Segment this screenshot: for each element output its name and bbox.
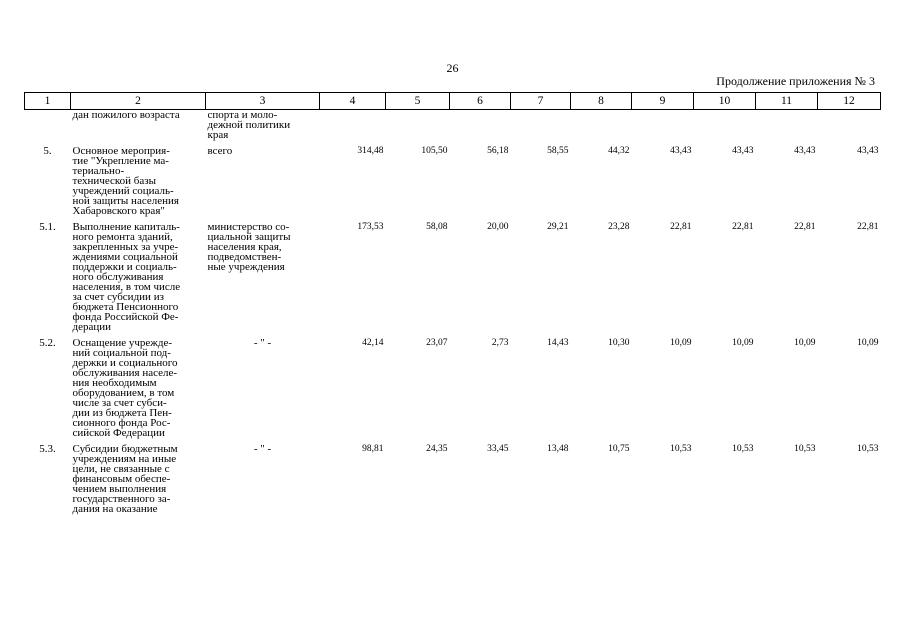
row-value-col-11: 10,09 [794, 338, 816, 348]
row-value-col-12: 22,81 [857, 222, 879, 232]
row-value-col-8: 23,28 [608, 222, 630, 232]
row-executor: министерство со- циальной защиты населения края, подведомствен- ные учреждения [207, 221, 291, 273]
budget-table [24, 92, 881, 520]
row-value-col-11 [756, 110, 818, 147]
row-value-col-10: 43,43 [732, 146, 754, 156]
row-value-col-9: 10,53 [670, 444, 692, 454]
row-executor: спорта и моло- дежной политики края [207, 109, 291, 141]
table-row [25, 222, 881, 338]
row-activity-name: Оснащение учрежде- ний социальной под- держки и социального обслуживания населе- ния необходимым оборудованием, в том числе за счет субси- дии из бюджета Пен- сионного фонда Рос- сийской Федерации [72, 337, 178, 439]
column-header-5: 5 [386, 93, 450, 110]
row-value-col-4: 314,48 [357, 146, 384, 156]
row-value-col-11: 43,43 [794, 146, 816, 156]
row-value-col-7: 29,21 [547, 222, 569, 232]
row-value-col-7: 13,48 [547, 444, 569, 454]
row-value-col-4: 98,81 [362, 444, 384, 454]
row-value-col-5: 24,35 [426, 444, 448, 454]
row-value-col-5: 58,08 [426, 222, 448, 232]
column-header-6: 6 [450, 93, 511, 110]
row-value-col-10 [694, 110, 756, 147]
row-value-col-6 [450, 110, 511, 147]
row-value-col-10: 22,81 [732, 222, 754, 232]
row-value-col-8: 44,32 [608, 146, 630, 156]
table-body [25, 110, 881, 521]
row-value-col-9: 10,09 [670, 338, 692, 348]
row-code [25, 110, 71, 147]
row-value-col-7: 14,43 [547, 338, 569, 348]
row-value-col-10: 10,09 [732, 338, 754, 348]
row-value-col-4: 42,14 [362, 338, 384, 348]
column-header-9: 9 [632, 93, 694, 110]
row-code: 5.1. [39, 221, 56, 233]
row-activity-name: Субсидии бюджетным учреждениям на иные цели, не связанные с финансовым обеспе- чением выполнения государственного за- дания на оказание [72, 443, 178, 515]
table-row [25, 146, 881, 222]
row-value-col-11: 10,53 [794, 444, 816, 454]
row-value-col-10: 10,53 [732, 444, 754, 454]
row-value-col-7: 58,55 [547, 146, 569, 156]
column-header-4: 4 [320, 93, 386, 110]
column-header-11: 11 [756, 93, 818, 110]
row-value-col-12: 10,09 [857, 338, 879, 348]
row-executor: - " - [253, 443, 272, 455]
row-value-col-8: 10,75 [608, 444, 630, 454]
column-header-7: 7 [511, 93, 571, 110]
row-value-col-12 [818, 110, 881, 147]
row-code: 5. [43, 145, 52, 157]
column-header-8: 8 [571, 93, 632, 110]
row-value-col-6: 56,18 [487, 146, 509, 156]
row-code: 5.3. [39, 443, 56, 455]
row-executor: - " - [253, 337, 272, 349]
row-value-col-12: 43,43 [857, 146, 879, 156]
row-value-col-8 [571, 110, 632, 147]
row-value-col-4 [320, 110, 386, 147]
row-value-col-6: 20,00 [487, 222, 509, 232]
row-activity-name: Выполнение капиталь- ного ремонта зданий, закрепленных за учре- ждениями социальной поддержки и социаль- ного обслуживания населения, в том числе за счет субсидии из бюджета Пенсионного фонда Российской Фе- дерации [72, 221, 181, 333]
column-header-10: 10 [694, 93, 756, 110]
row-value-col-9: 22,81 [670, 222, 692, 232]
column-header-12: 12 [818, 93, 881, 110]
row-value-col-9 [632, 110, 694, 147]
row-value-col-5: 23,07 [426, 338, 448, 348]
row-activity-name: Основное мероприя- тие "Укрепление ма- териально- технической базы учреждений социаль- ной защиты населения Хабаровского края" [72, 145, 179, 217]
appendix-continuation-label: Продолжение приложения № 3 [716, 74, 875, 88]
row-value-col-11: 22,81 [794, 222, 816, 232]
table-row [25, 444, 881, 520]
row-executor: всего [207, 145, 233, 157]
column-header-3: 3 [206, 93, 320, 110]
page-number: 26 [446, 61, 459, 75]
row-value-col-9: 43,43 [670, 146, 692, 156]
row-value-col-7 [511, 110, 571, 147]
table-row [25, 338, 881, 444]
row-value-col-5 [386, 110, 450, 147]
column-header-2: 2 [71, 93, 206, 110]
row-value-col-5: 105,50 [421, 146, 448, 156]
row-value-col-6: 33,45 [487, 444, 509, 454]
row-value-col-6: 2,73 [491, 338, 509, 348]
row-value-col-4: 173,53 [357, 222, 384, 232]
table-row [25, 110, 881, 147]
row-activity-name: дан пожилого возраста [72, 109, 180, 121]
row-value-col-8: 10,30 [608, 338, 630, 348]
row-code: 5.2. [39, 337, 56, 349]
column-header-1: 1 [25, 93, 71, 110]
row-value-col-12: 10,53 [857, 444, 879, 454]
column-number-header-row [25, 93, 881, 110]
